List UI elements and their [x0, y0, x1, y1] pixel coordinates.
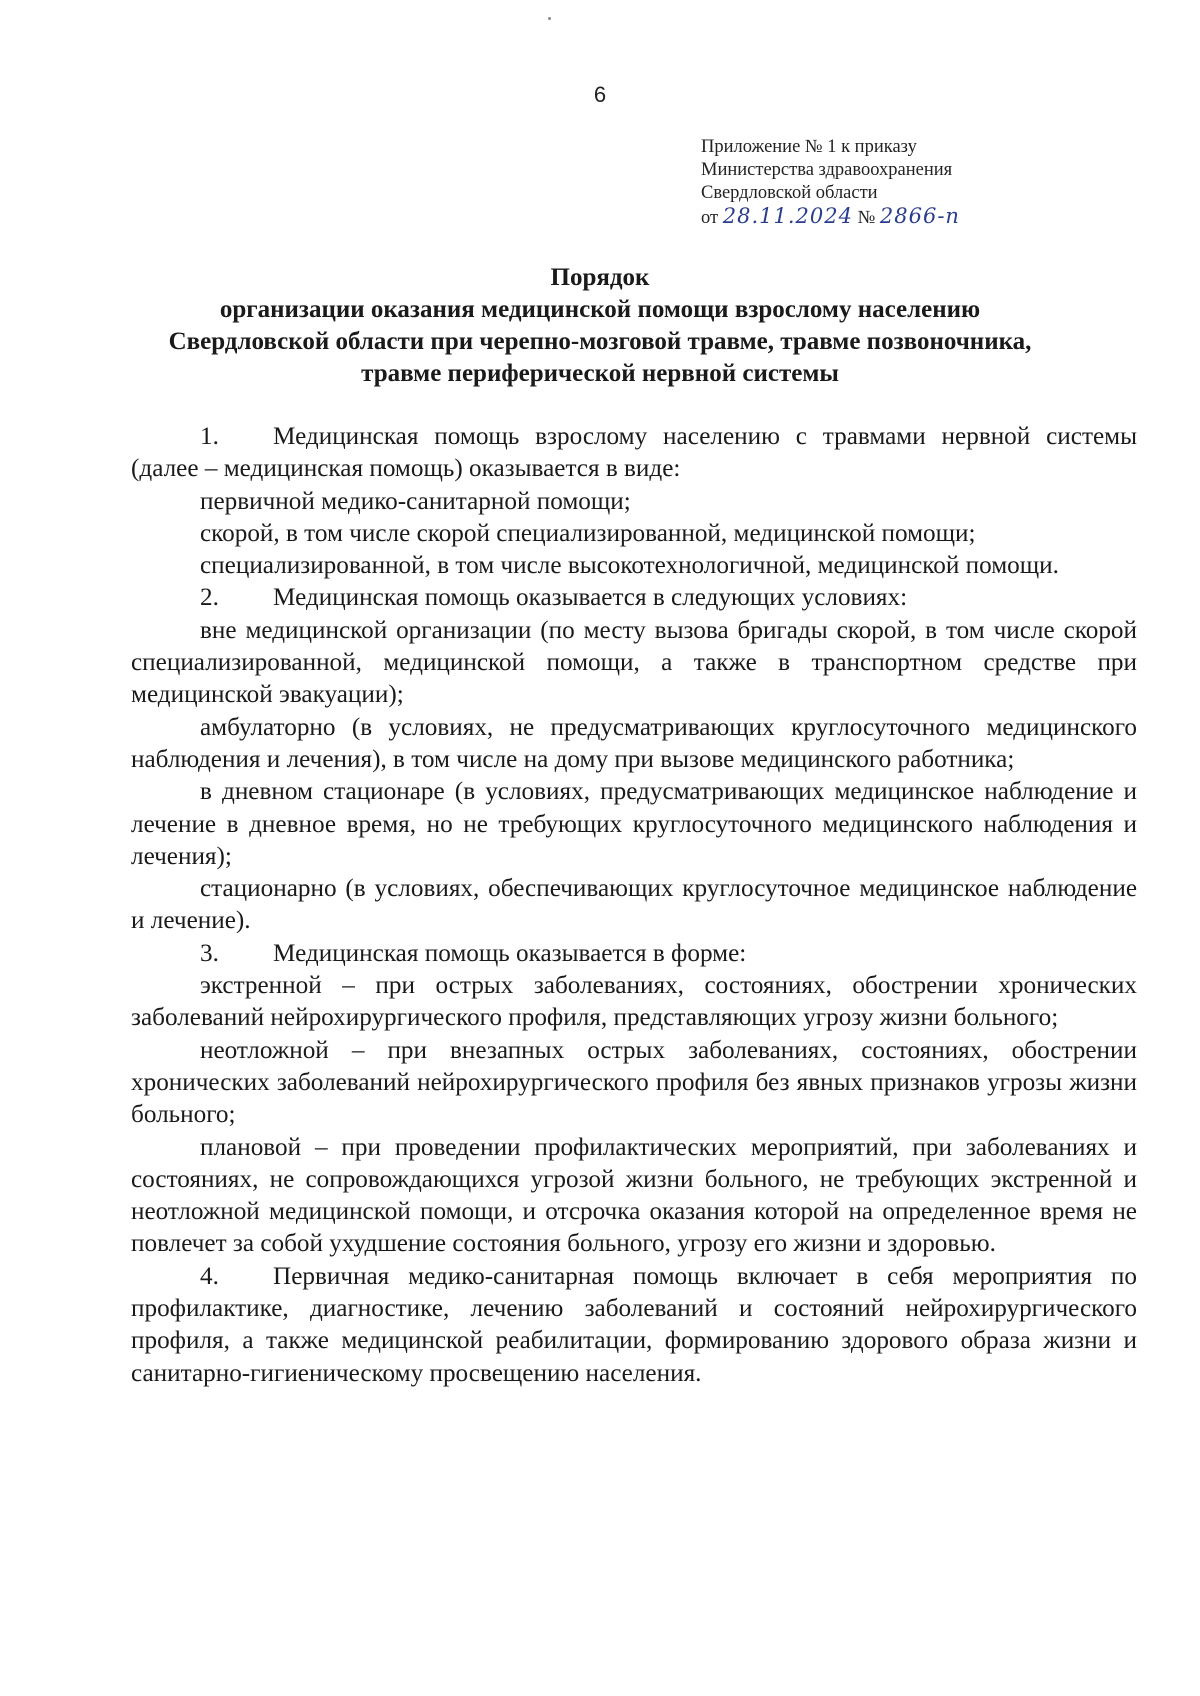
paragraph-2-number: 2.: [200, 584, 219, 612]
approval-block: [701, 136, 1021, 230]
handwritten-number: 2866-п: [879, 204, 960, 228]
title-line-1: Порядок: [550, 264, 650, 291]
document-title: [100, 262, 1100, 390]
paragraph-1: [131, 421, 1137, 486]
paragraph-4-text: Первичная медико-санитарная помощь включает в себя мероприятия по профилактике, диагностике, лечению заболеваний и состояний нейрохирургического профиля, а также медицинской реабилитации, формированию здорового образа жизни и санитарно-гигиеническому просвещению населения.: [131, 1262, 1137, 1387]
paragraph-2-item-c: в дневном стационаре (в условиях, предусматривающих медицинское наблюдение и лечение в дневное время, но не требующих круглосуточного медицинского наблюдения и лечения);: [131, 778, 1137, 870]
approval-line-3: Свердловской области: [701, 183, 878, 203]
paragraph-3-text: Медицинская помощь оказывается в форме:: [273, 939, 747, 967]
paragraph-3: [131, 938, 1137, 970]
paragraph-3-item-b: неотложной – при внезапных острых заболеваниях, состояниях, обострении хронических заболеваний нейрохирургического профиля без явных признаков угрозы жизни больного;: [131, 1036, 1137, 1129]
page-number: 6: [593, 82, 607, 107]
from-label: от: [701, 208, 719, 228]
paragraph-1-item-a: первичной медико-санитарной помощи;: [200, 487, 631, 515]
paragraph-2-item-b: амбулаторно (в условиях, не предусматривающих круглосуточного медицинского наблюдения и лечения), в том числе на дому при вызове медицинского работника;: [131, 713, 1137, 773]
scan-speck: [548, 17, 551, 20]
paragraph-1-number: 1.: [200, 423, 219, 450]
title-line-2: организации оказания медицинской помощи взрослому населению: [219, 296, 981, 323]
paragraph-4-number: 4.: [200, 1262, 219, 1290]
paragraph-3-item-a: экстренной – при острых заболеваниях, состояниях, обострении хронических заболеваний нейрохирургического профиля, представляющих угрозу жизни больного;: [131, 972, 1137, 1032]
paragraph-2-item-d: стационарно (в условиях, обеспечивающих круглосуточное медицинское наблюдение и лечение).: [131, 875, 1137, 935]
paragraph-1-item-b: скорой, в том числе скорой специализированной, медицинской помощи;: [200, 519, 976, 547]
paragraph-3-item-c: плановой – при проведении профилактических мероприятий, при заболеваниях и состояниях, не сопровождающихся угрозой жизни больного, не требующих экстренной и неотложной медицинской помощи, и отсрочка оказания которой на определенное время не повлечет за собой ухудшение состояния больного, угрозу его жизни и здоровью.: [131, 1133, 1137, 1258]
number-label: №: [857, 208, 876, 228]
title-line-3: Свердловской области при черепно-мозговой травме, травме позвоночника,: [168, 328, 1032, 355]
title-line-4: травме периферической нервной системы: [361, 360, 839, 387]
approval-line-1: Приложение № 1 к приказу: [701, 137, 917, 157]
handwritten-date: 28.11.2024: [722, 204, 853, 228]
paragraph-2: [131, 582, 1137, 614]
approval-date-line: [701, 205, 1021, 230]
paragraph-2-text: Медицинская помощь оказывается в следующих условиях:: [273, 584, 908, 612]
document-body: [131, 421, 1137, 1390]
paragraph-2-item-a: вне медицинской организации (по месту вызова бригады скорой, в том числе скорой специализированной, медицинской помощи, а также в транспортном средстве при медицинской эвакуации);: [131, 616, 1137, 709]
approval-line-2: Министерства здравоохранения: [701, 160, 953, 180]
paragraph-3-number: 3.: [200, 939, 219, 967]
paragraph-1-item-c: специализированной, в том числе высокотехнологичной, медицинской помощи.: [200, 552, 1059, 580]
paragraph-1-text: Медицинская помощь взрослому населению с травмами нервной системы (далее – медицинская помощь) оказывается в виде:: [131, 423, 1137, 483]
paragraph-4: [131, 1261, 1137, 1390]
